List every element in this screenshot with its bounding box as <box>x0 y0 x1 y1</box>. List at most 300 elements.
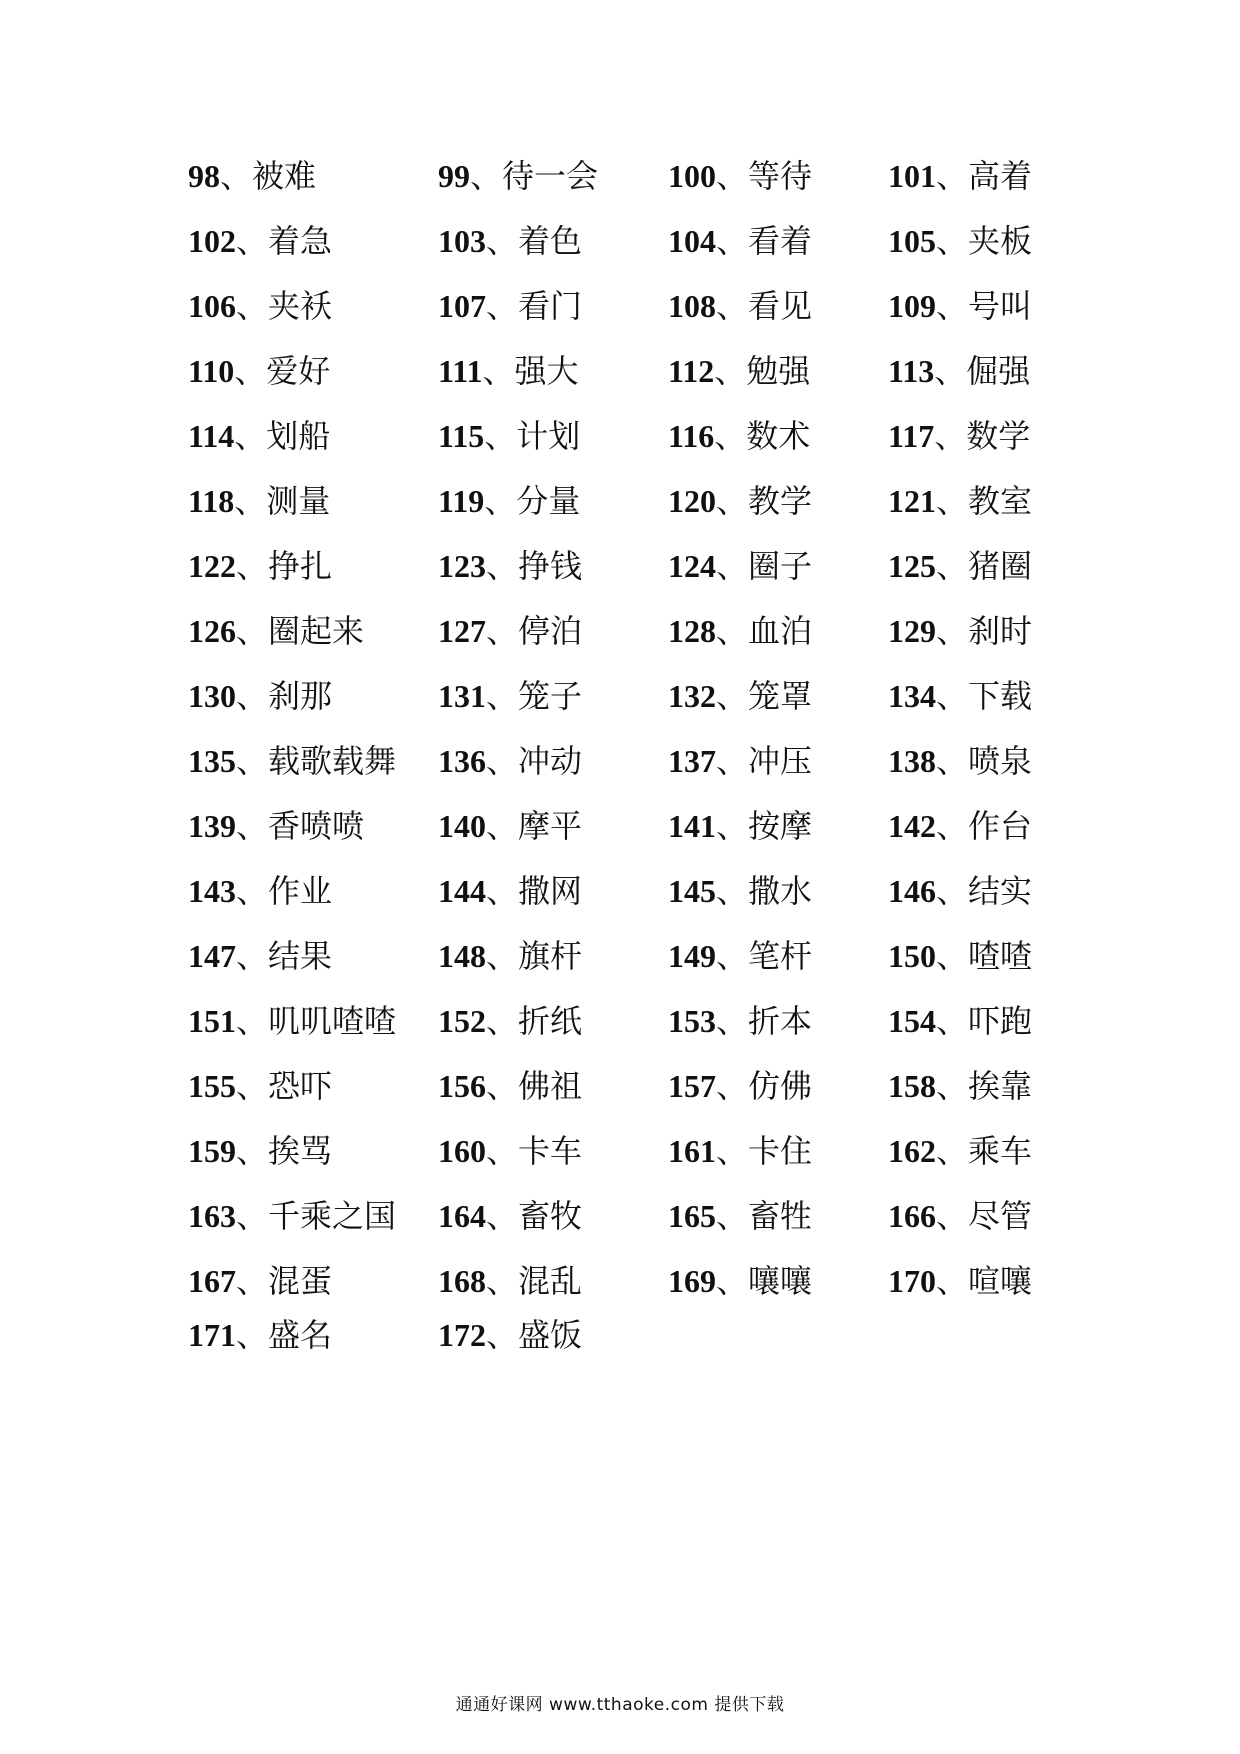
entry-separator: 、 <box>486 807 519 845</box>
entry-number: 98 <box>188 158 220 194</box>
footer-credit: 通通好课网 www.tthaoke.com 提供下载 <box>455 1695 785 1715</box>
entry-separator: 、 <box>716 482 749 520</box>
entry-number: 100 <box>668 158 716 194</box>
entry-word: 挣扎 <box>268 547 333 585</box>
entry-number: 132 <box>668 678 716 714</box>
entry-word: 等待 <box>748 157 813 195</box>
word-entry <box>438 1315 582 1355</box>
word-entry <box>188 611 364 651</box>
entry-word: 着色 <box>518 222 583 260</box>
entry-word: 下载 <box>968 677 1033 715</box>
entry-separator: 、 <box>486 677 519 715</box>
word-entry <box>438 1001 582 1041</box>
word-entry <box>188 1315 332 1355</box>
entry-number: 112 <box>668 353 715 389</box>
word-entry <box>668 1261 812 1301</box>
entry-word: 笼子 <box>518 677 583 715</box>
entry-number: 171 <box>188 1317 236 1353</box>
entry-separator: 、 <box>486 1067 519 1105</box>
word-row <box>188 676 1088 741</box>
entry-separator: 、 <box>236 1197 269 1235</box>
entry-separator: 、 <box>486 1197 519 1235</box>
entry-separator: 、 <box>936 677 969 715</box>
word-entry <box>438 221 582 261</box>
entry-number: 165 <box>668 1198 716 1234</box>
word-row <box>188 936 1088 1001</box>
word-row <box>188 871 1088 936</box>
entry-separator: 、 <box>716 677 749 715</box>
entry-separator: 、 <box>716 872 749 910</box>
entry-number: 115 <box>438 418 485 454</box>
entry-number: 107 <box>438 288 486 324</box>
word-list <box>188 156 1088 1380</box>
entry-number: 129 <box>888 613 936 649</box>
entry-separator: 、 <box>486 742 519 780</box>
entry-separator: 、 <box>936 157 969 195</box>
word-entry <box>888 1001 1032 1041</box>
entry-number: 136 <box>438 743 486 779</box>
entry-word: 尽管 <box>968 1197 1033 1235</box>
word-entry <box>668 221 812 261</box>
entry-number: 149 <box>668 938 716 974</box>
entry-separator: 、 <box>936 612 969 650</box>
entry-number: 110 <box>188 353 235 389</box>
entry-separator: 、 <box>484 417 517 455</box>
entry-number: 111 <box>438 353 483 389</box>
word-entry <box>668 741 812 781</box>
entry-word: 喧嚷 <box>968 1262 1033 1300</box>
word-entry <box>188 741 396 781</box>
entry-word: 倔强 <box>966 352 1031 390</box>
entry-word: 看见 <box>748 287 813 325</box>
entry-number: 168 <box>438 1263 486 1299</box>
entry-number: 158 <box>888 1068 936 1104</box>
entry-number: 102 <box>188 223 236 259</box>
word-entry <box>888 156 1032 196</box>
entry-word: 冲动 <box>518 742 583 780</box>
entry-number: 140 <box>438 808 486 844</box>
entry-word: 着急 <box>268 222 333 260</box>
entry-separator: 、 <box>936 547 969 585</box>
entry-separator: 、 <box>934 352 967 390</box>
word-entry <box>668 481 812 521</box>
entry-separator: 、 <box>716 1002 749 1040</box>
word-entry <box>438 1066 582 1106</box>
entry-separator: 、 <box>236 547 269 585</box>
entry-number: 101 <box>888 158 936 194</box>
word-entry <box>888 806 1032 846</box>
word-entry <box>188 1066 332 1106</box>
entry-word: 折本 <box>748 1002 813 1040</box>
entry-number: 113 <box>888 353 935 389</box>
word-row <box>188 286 1088 351</box>
word-entry <box>888 1131 1032 1171</box>
word-entry <box>438 741 582 781</box>
entry-number: 134 <box>888 678 936 714</box>
entry-number: 120 <box>668 483 716 519</box>
entry-separator: 、 <box>716 937 749 975</box>
word-row <box>188 611 1088 676</box>
entry-separator: 、 <box>486 1132 519 1170</box>
entry-word: 喷泉 <box>968 742 1033 780</box>
entry-number: 116 <box>668 418 715 454</box>
entry-number: 166 <box>888 1198 936 1234</box>
word-entry <box>188 481 330 521</box>
entry-number: 159 <box>188 1133 236 1169</box>
entry-separator: 、 <box>716 1197 749 1235</box>
entry-word: 仿佛 <box>748 1067 813 1105</box>
entry-word: 按摩 <box>748 807 813 845</box>
entry-separator: 、 <box>936 1132 969 1170</box>
word-entry <box>438 1261 582 1301</box>
entry-number: 156 <box>438 1068 486 1104</box>
entry-separator: 、 <box>934 417 967 455</box>
entry-separator: 、 <box>236 677 269 715</box>
word-row <box>188 546 1088 611</box>
entry-number: 143 <box>188 873 236 909</box>
entry-word: 停泊 <box>518 612 583 650</box>
entry-word: 刹时 <box>968 612 1033 650</box>
entry-number: 124 <box>668 548 716 584</box>
word-entry <box>188 416 330 456</box>
word-entry <box>438 1131 582 1171</box>
entry-separator: 、 <box>936 482 969 520</box>
entry-separator: 、 <box>236 1316 269 1354</box>
entry-number: 122 <box>188 548 236 584</box>
entry-word: 叽叽喳喳 <box>268 1002 397 1040</box>
entry-separator: 、 <box>220 157 253 195</box>
word-entry <box>438 806 582 846</box>
entry-number: 146 <box>888 873 936 909</box>
entry-number: 145 <box>668 873 716 909</box>
word-entry <box>888 936 1032 976</box>
entry-number: 130 <box>188 678 236 714</box>
word-entry <box>438 481 580 521</box>
entry-separator: 、 <box>236 1002 269 1040</box>
entry-number: 151 <box>188 1003 236 1039</box>
word-entry <box>668 1066 812 1106</box>
entry-number: 126 <box>188 613 236 649</box>
entry-word: 折纸 <box>518 1002 583 1040</box>
entry-number: 164 <box>438 1198 486 1234</box>
entry-number: 163 <box>188 1198 236 1234</box>
entry-number: 104 <box>668 223 716 259</box>
entry-number: 161 <box>668 1133 716 1169</box>
entry-number: 125 <box>888 548 936 584</box>
entry-word: 乘车 <box>968 1132 1033 1170</box>
word-entry <box>188 351 330 391</box>
entry-number: 123 <box>438 548 486 584</box>
entry-separator: 、 <box>936 222 969 260</box>
word-entry <box>668 351 810 391</box>
entry-word: 旗杆 <box>518 937 583 975</box>
entry-number: 150 <box>888 938 936 974</box>
entry-separator: 、 <box>936 1262 969 1300</box>
entry-number: 172 <box>438 1317 486 1353</box>
entry-word: 卡住 <box>748 1132 813 1170</box>
entry-separator: 、 <box>714 352 747 390</box>
entry-word: 佛祖 <box>518 1067 583 1105</box>
word-entry <box>888 871 1032 911</box>
entry-word: 挨骂 <box>268 1132 333 1170</box>
entry-number: 141 <box>668 808 716 844</box>
entry-separator: 、 <box>714 417 747 455</box>
entry-word: 强大 <box>514 352 579 390</box>
entry-number: 114 <box>188 418 235 454</box>
entry-number: 127 <box>438 613 486 649</box>
word-entry <box>438 416 580 456</box>
entry-word: 吓跑 <box>968 1002 1033 1040</box>
entry-separator: 、 <box>936 1002 969 1040</box>
entry-word: 畜牧 <box>518 1197 583 1235</box>
entry-word: 看着 <box>748 222 813 260</box>
entry-separator: 、 <box>716 287 749 325</box>
entry-number: 135 <box>188 743 236 779</box>
word-row <box>188 416 1088 481</box>
entry-word: 计划 <box>516 417 581 455</box>
entry-number: 139 <box>188 808 236 844</box>
entry-word: 待一会 <box>502 157 599 195</box>
entry-separator: 、 <box>236 742 269 780</box>
entry-word: 测量 <box>266 482 331 520</box>
entry-word: 高着 <box>968 157 1033 195</box>
word-entry <box>188 806 364 846</box>
word-entry <box>188 286 332 326</box>
entry-separator: 、 <box>936 1197 969 1235</box>
word-entry <box>188 871 332 911</box>
entry-number: 142 <box>888 808 936 844</box>
word-entry <box>888 286 1032 326</box>
word-entry <box>888 1066 1032 1106</box>
entry-separator: 、 <box>716 222 749 260</box>
entry-word: 香喷喷 <box>268 807 365 845</box>
entry-separator: 、 <box>936 807 969 845</box>
word-entry <box>668 936 812 976</box>
word-row <box>188 1001 1088 1066</box>
word-entry <box>668 1001 812 1041</box>
entry-separator: 、 <box>482 352 515 390</box>
word-entry <box>888 546 1032 586</box>
word-entry <box>438 936 582 976</box>
word-row <box>188 481 1088 546</box>
entry-word: 刹那 <box>268 677 333 715</box>
word-entry <box>438 1196 582 1236</box>
word-row <box>188 1196 1088 1261</box>
entry-number: 154 <box>888 1003 936 1039</box>
entry-word: 夹袄 <box>268 287 333 325</box>
entry-word: 结实 <box>968 872 1033 910</box>
entry-word: 看门 <box>518 287 583 325</box>
entry-word: 血泊 <box>748 612 813 650</box>
entry-word: 千乘之国 <box>268 1197 397 1235</box>
entry-word: 爱好 <box>266 352 331 390</box>
word-entry <box>438 351 579 391</box>
word-row <box>188 806 1088 871</box>
entry-number: 121 <box>888 483 936 519</box>
entry-separator: 、 <box>236 612 269 650</box>
entry-word: 教室 <box>968 482 1033 520</box>
word-entry <box>668 871 812 911</box>
entry-number: 108 <box>668 288 716 324</box>
entry-number: 155 <box>188 1068 236 1104</box>
entry-word: 嚷嚷 <box>748 1262 813 1300</box>
entry-separator: 、 <box>486 937 519 975</box>
word-entry <box>188 221 332 261</box>
entry-word: 冲压 <box>748 742 813 780</box>
entry-separator: 、 <box>236 1132 269 1170</box>
word-entry <box>188 1131 332 1171</box>
entry-word: 作台 <box>968 807 1033 845</box>
entry-word: 结果 <box>268 937 333 975</box>
entry-number: 117 <box>888 418 935 454</box>
entry-number: 138 <box>888 743 936 779</box>
entry-word: 作业 <box>268 872 333 910</box>
entry-separator: 、 <box>716 1262 749 1300</box>
word-entry <box>888 741 1032 781</box>
word-entry <box>188 936 332 976</box>
entry-separator: 、 <box>486 222 519 260</box>
entry-number: 131 <box>438 678 486 714</box>
word-entry <box>188 156 316 196</box>
entry-word: 数术 <box>746 417 811 455</box>
entry-word: 勉强 <box>746 352 811 390</box>
entry-word: 被难 <box>252 157 317 195</box>
entry-word: 猪圈 <box>968 547 1033 585</box>
word-entry <box>668 806 812 846</box>
word-entry <box>668 1131 812 1171</box>
word-entry <box>188 1001 396 1041</box>
entry-number: 99 <box>438 158 470 194</box>
word-entry <box>668 546 812 586</box>
entry-separator: 、 <box>486 547 519 585</box>
entry-separator: 、 <box>234 352 267 390</box>
entry-separator: 、 <box>234 482 267 520</box>
entry-separator: 、 <box>716 612 749 650</box>
entry-word: 喳喳 <box>968 937 1033 975</box>
entry-number: 119 <box>438 483 485 519</box>
entry-separator: 、 <box>486 612 519 650</box>
word-entry <box>668 156 812 196</box>
entry-number: 109 <box>888 288 936 324</box>
word-row <box>188 156 1088 221</box>
word-row <box>188 351 1088 416</box>
entry-word: 挣钱 <box>518 547 583 585</box>
entry-separator: 、 <box>936 287 969 325</box>
word-entry <box>188 1261 332 1301</box>
entry-separator: 、 <box>936 742 969 780</box>
entry-separator: 、 <box>936 937 969 975</box>
entry-word: 划船 <box>266 417 331 455</box>
word-entry <box>668 286 812 326</box>
entry-separator: 、 <box>716 157 749 195</box>
entry-word: 笼罩 <box>748 677 813 715</box>
entry-number: 137 <box>668 743 716 779</box>
entry-number: 169 <box>668 1263 716 1299</box>
entry-number: 157 <box>668 1068 716 1104</box>
entry-separator: 、 <box>236 1067 269 1105</box>
entry-separator: 、 <box>716 547 749 585</box>
entry-separator: 、 <box>236 872 269 910</box>
word-entry <box>888 611 1032 651</box>
entry-separator: 、 <box>716 1132 749 1170</box>
entry-separator: 、 <box>486 872 519 910</box>
word-entry <box>888 351 1030 391</box>
entry-word: 卡车 <box>518 1132 583 1170</box>
entry-word: 恐吓 <box>268 1067 333 1105</box>
entry-word: 撒网 <box>518 872 583 910</box>
word-entry <box>888 221 1032 261</box>
entry-word: 混蛋 <box>268 1262 333 1300</box>
entry-separator: 、 <box>716 807 749 845</box>
entry-number: 128 <box>668 613 716 649</box>
entry-separator: 、 <box>470 157 503 195</box>
entry-word: 挨靠 <box>968 1067 1033 1105</box>
word-entry <box>438 871 582 911</box>
entry-separator: 、 <box>236 1262 269 1300</box>
word-entry <box>438 156 598 196</box>
entry-number: 144 <box>438 873 486 909</box>
word-entry <box>438 286 582 326</box>
entry-separator: 、 <box>936 872 969 910</box>
word-entry <box>188 676 332 716</box>
entry-number: 162 <box>888 1133 936 1169</box>
entry-separator: 、 <box>716 742 749 780</box>
entry-separator: 、 <box>236 222 269 260</box>
entry-number: 148 <box>438 938 486 974</box>
entry-word: 圈起来 <box>268 612 365 650</box>
entry-word: 圈子 <box>748 547 813 585</box>
entry-number: 160 <box>438 1133 486 1169</box>
entry-number: 103 <box>438 223 486 259</box>
entry-number: 153 <box>668 1003 716 1039</box>
word-row <box>188 741 1088 806</box>
word-entry <box>888 416 1030 456</box>
word-entry <box>888 481 1032 521</box>
entry-word: 分量 <box>516 482 581 520</box>
entry-separator: 、 <box>486 1262 519 1300</box>
entry-separator: 、 <box>236 937 269 975</box>
entry-separator: 、 <box>234 417 267 455</box>
word-entry <box>438 611 582 651</box>
entry-word: 夹板 <box>968 222 1033 260</box>
word-entry <box>668 1196 812 1236</box>
entry-number: 167 <box>188 1263 236 1299</box>
word-row <box>188 1131 1088 1196</box>
entry-word: 号叫 <box>968 287 1033 325</box>
word-row <box>188 1261 1088 1315</box>
word-entry <box>668 611 812 651</box>
word-entry <box>888 1261 1032 1301</box>
word-entry <box>668 416 810 456</box>
entry-number: 118 <box>188 483 235 519</box>
word-row <box>188 1066 1088 1131</box>
word-entry <box>888 676 1032 716</box>
entry-separator: 、 <box>486 287 519 325</box>
entry-number: 147 <box>188 938 236 974</box>
entry-separator: 、 <box>484 482 517 520</box>
word-entry <box>438 676 582 716</box>
entry-number: 105 <box>888 223 936 259</box>
entry-separator: 、 <box>936 1067 969 1105</box>
word-row <box>188 1315 1088 1380</box>
entry-separator: 、 <box>236 807 269 845</box>
entry-separator: 、 <box>486 1002 519 1040</box>
entry-word: 教学 <box>748 482 813 520</box>
word-entry <box>668 676 812 716</box>
entry-number: 152 <box>438 1003 486 1039</box>
word-entry <box>438 546 582 586</box>
word-entry <box>888 1196 1032 1236</box>
